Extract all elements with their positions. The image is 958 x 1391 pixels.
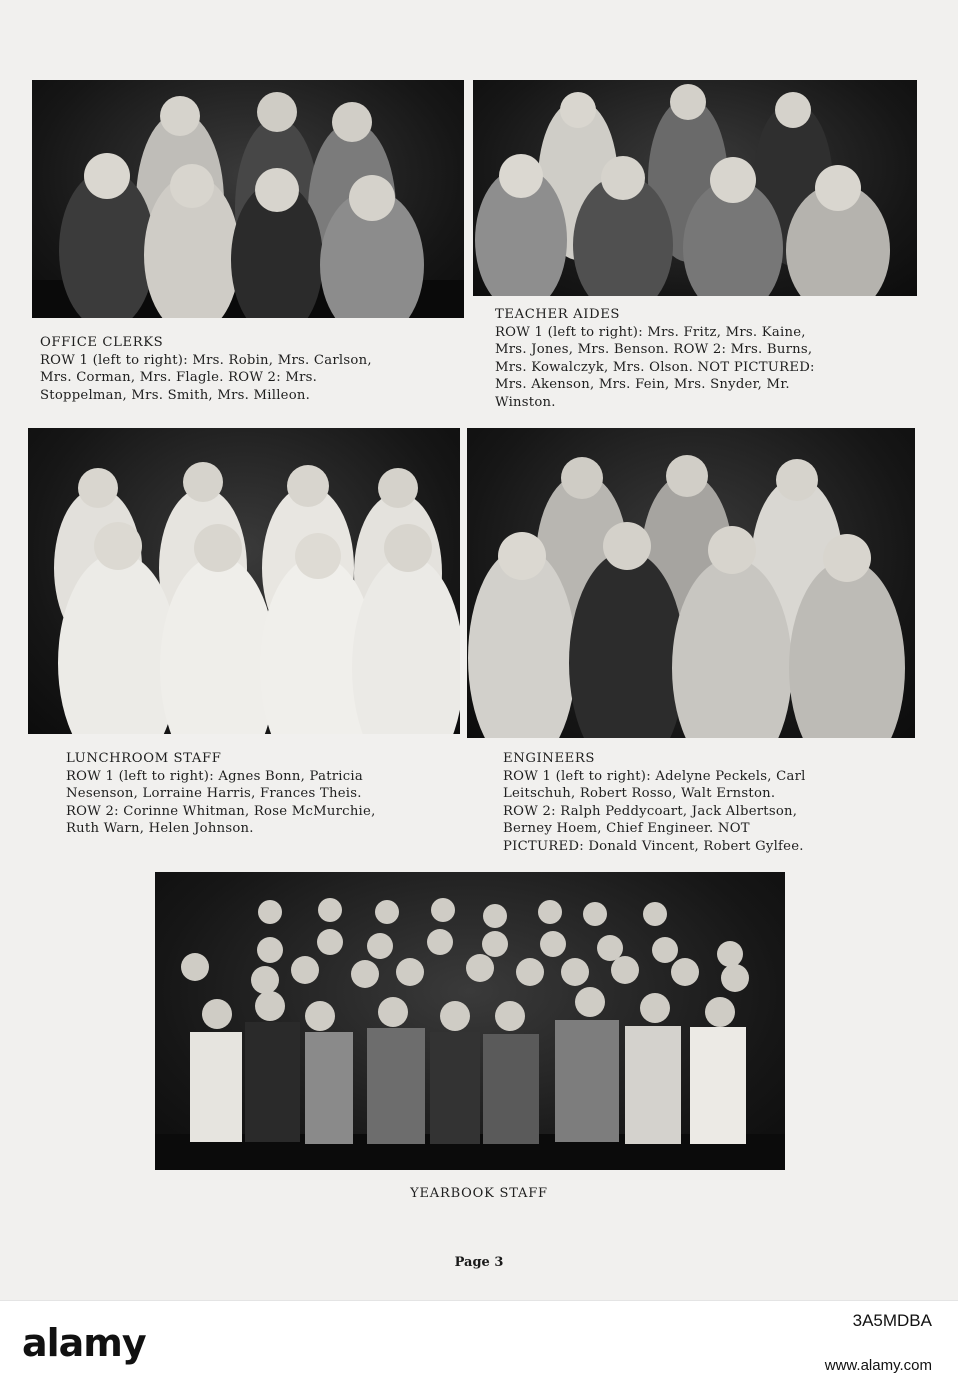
page-number: Page 3 bbox=[454, 1255, 504, 1270]
engineers-heading: ENGINEERS bbox=[503, 751, 596, 766]
caption-line: Winston. bbox=[495, 394, 556, 410]
caption-line: Stoppelman, Mrs. Smith, Mrs. Milleon. bbox=[40, 387, 311, 403]
lunchroom-staff-heading: LUNCHROOM STAFF bbox=[66, 751, 222, 766]
office-clerks-heading: OFFICE CLERKS bbox=[40, 335, 164, 350]
caption-line: ROW 1 (left to right): Agnes Bonn, Patricia bbox=[66, 768, 363, 784]
caption-line: ROW 2: Ralph Peddycoart, Jack Albertson, bbox=[503, 803, 798, 819]
stock-footer bbox=[0, 1300, 958, 1391]
teacher-aides-photo bbox=[473, 80, 917, 296]
stock-url: www.alamy.com bbox=[824, 1357, 932, 1374]
alamy-logo: alamy bbox=[22, 1321, 146, 1365]
caption-line: Mrs. Akenson, Mrs. Fein, Mrs. Snyder, Mr. bbox=[495, 377, 790, 392]
yearbook-staff-caption: YEARBOOK STAFF bbox=[410, 1186, 548, 1201]
caption-line: Leitschuh, Robert Rosso, Walt Ernston. bbox=[503, 786, 776, 801]
lunchroom-staff-caption bbox=[66, 750, 376, 838]
caption-line: Mrs. Corman, Mrs. Flagle. ROW 2: Mrs. bbox=[40, 370, 318, 385]
office-clerks-caption bbox=[40, 334, 372, 404]
caption-line: Berney Hoem, Chief Engineer. NOT bbox=[503, 821, 750, 836]
caption-line: Mrs. Jones, Mrs. Benson. ROW 2: Mrs. Burns, bbox=[495, 342, 813, 357]
engineers-caption bbox=[503, 750, 806, 855]
caption-line: ROW 2: Corinne Whitman, Rose McMurchie, bbox=[66, 803, 376, 819]
caption-line: Mrs. Kowalczyk, Mrs. Olson. NOT PICTURED: bbox=[495, 359, 815, 375]
caption-line: Ruth Warn, Helen Johnson. bbox=[66, 821, 254, 836]
image-id: 3A5MDBA bbox=[852, 1311, 932, 1330]
teacher-aides-caption bbox=[495, 306, 815, 411]
caption-line: ROW 1 (left to right): Mrs. Fritz, Mrs. Kaine, bbox=[495, 324, 806, 340]
engineers-photo bbox=[467, 428, 915, 738]
caption-line: ROW 1 (left to right): Mrs. Robin, Mrs. Carlson, bbox=[40, 352, 372, 368]
caption-line: PICTURED: Donald Vincent, Robert Gylfee. bbox=[503, 838, 804, 854]
teacher-aides-heading: TEACHER AIDES bbox=[495, 307, 621, 322]
office-clerks-photo bbox=[32, 80, 464, 318]
caption-line: Nesenson, Lorraine Harris, Frances Theis. bbox=[66, 786, 362, 801]
yearbook-staff-photo bbox=[155, 872, 785, 1170]
lunchroom-staff-photo bbox=[28, 428, 460, 734]
caption-line: ROW 1 (left to right): Adelyne Peckels, Carl bbox=[503, 768, 806, 784]
